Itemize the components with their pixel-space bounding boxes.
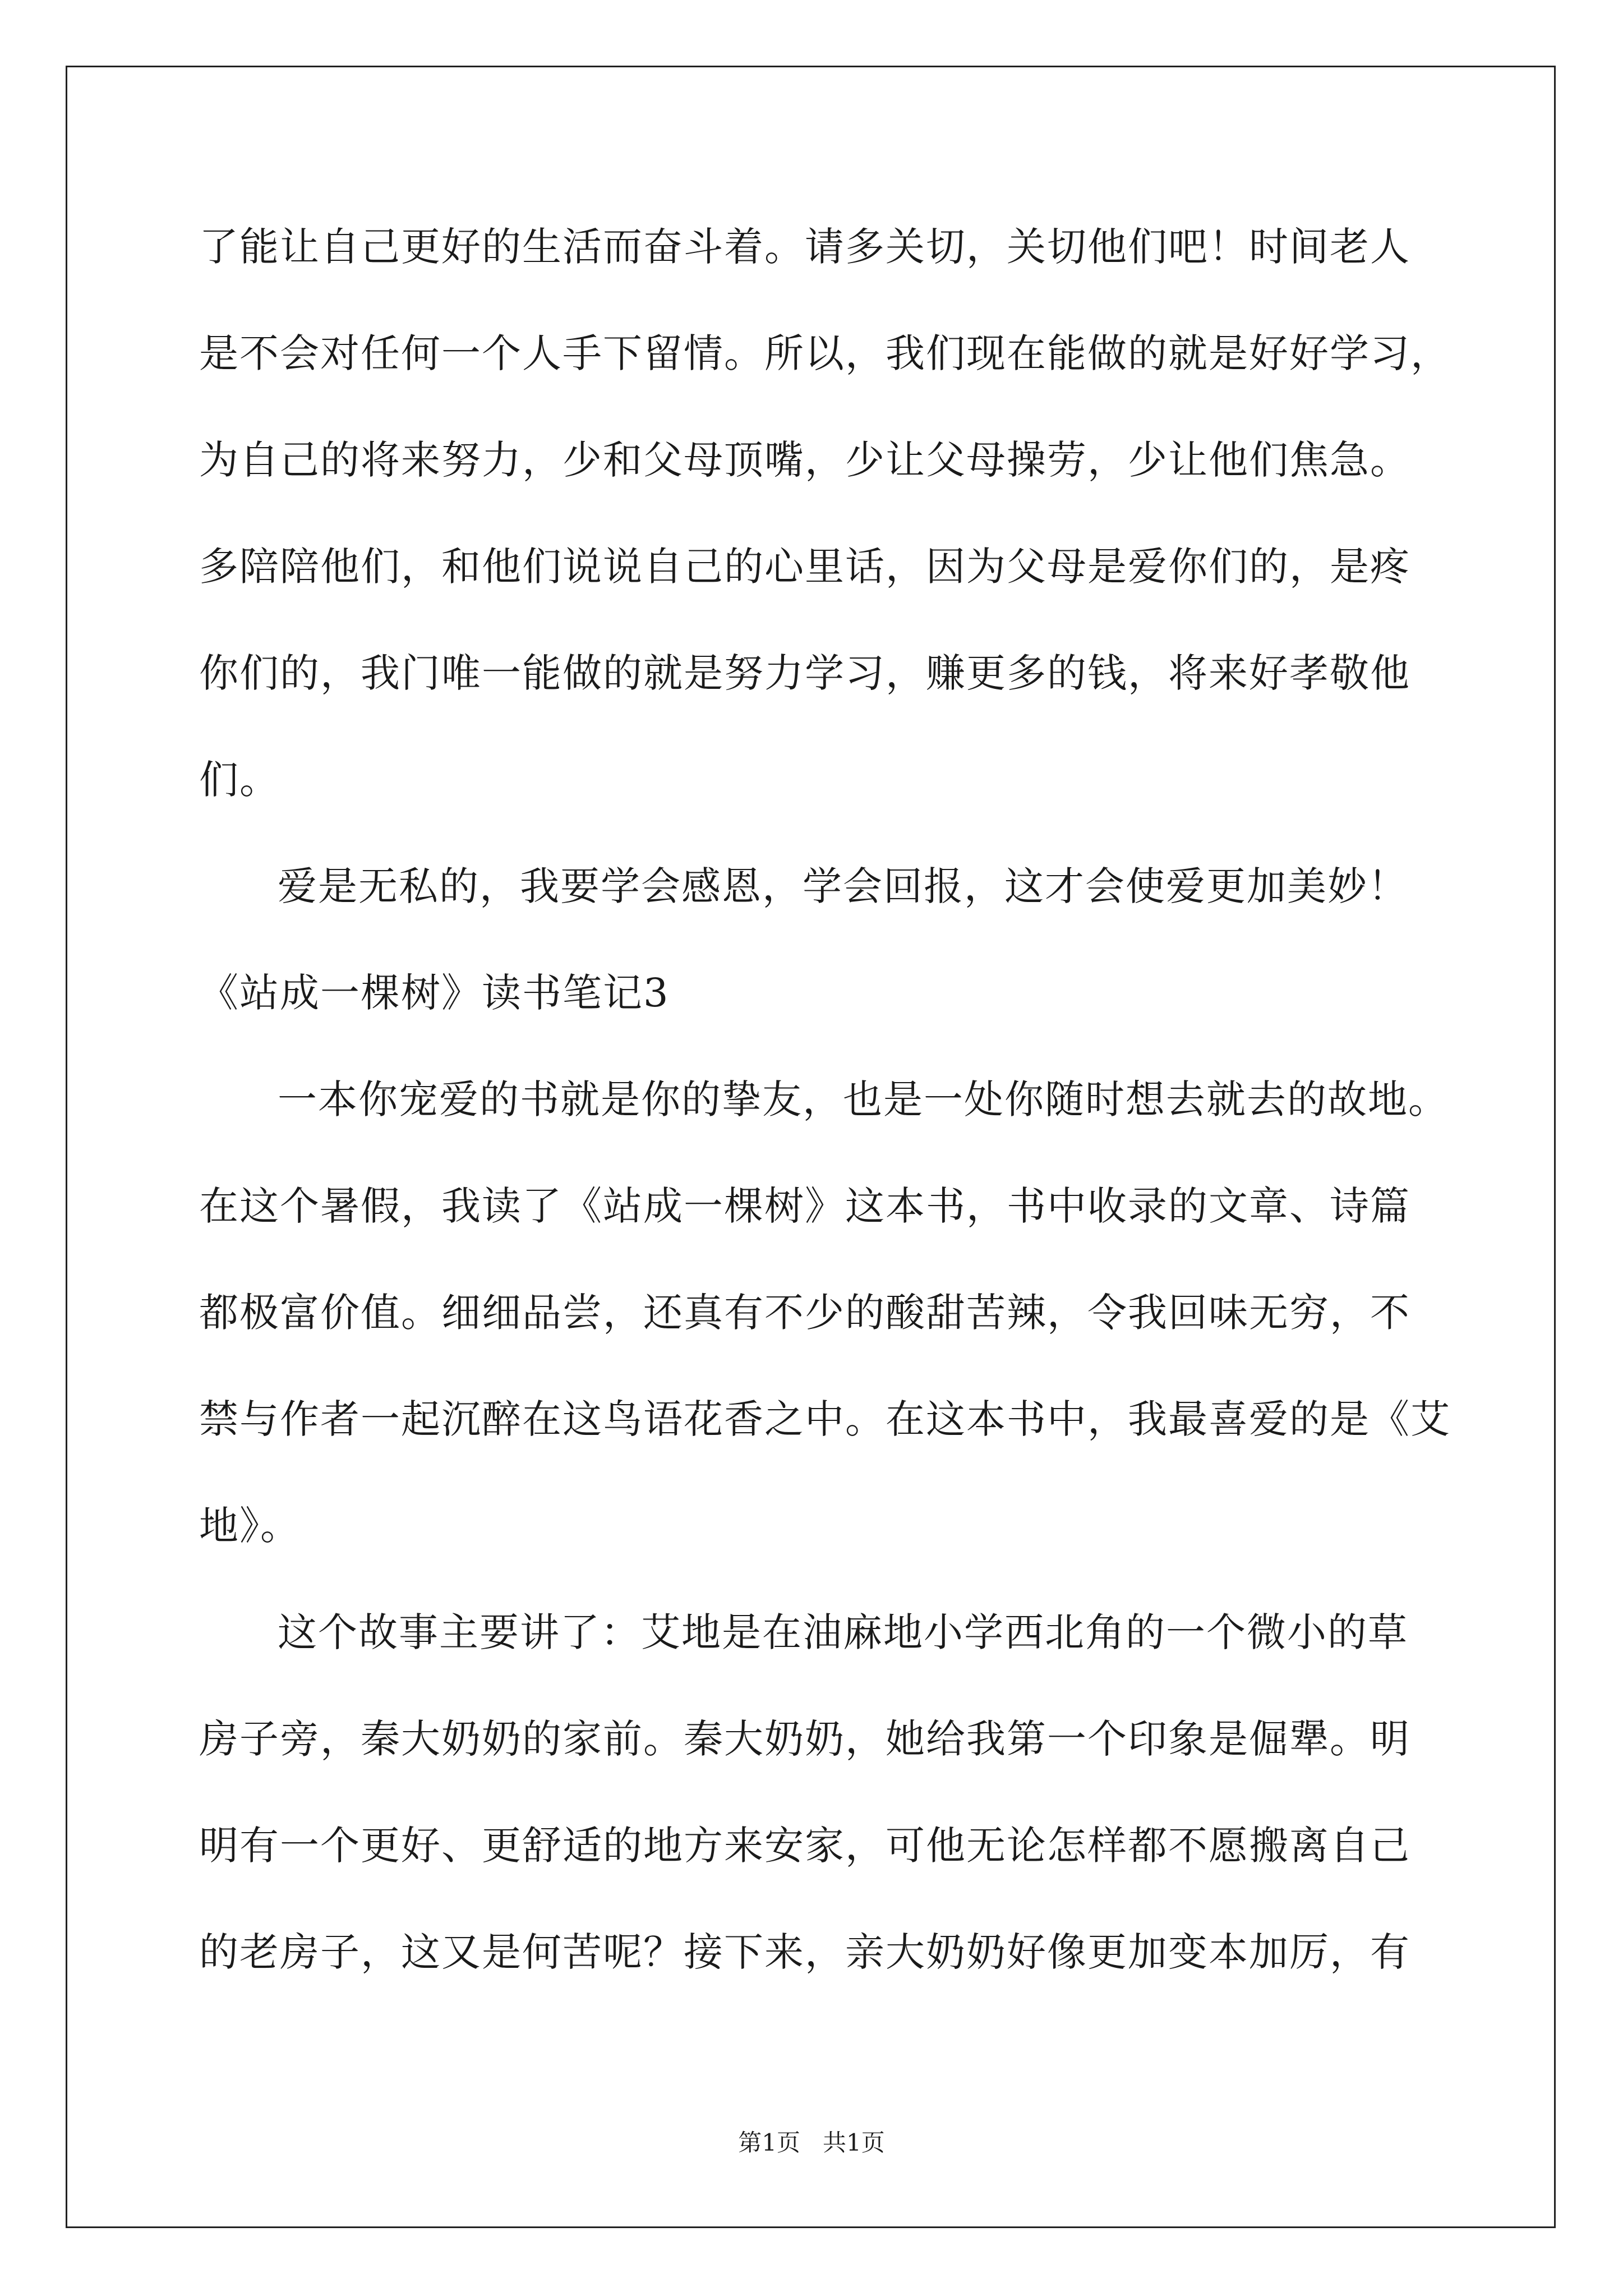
- text-line: 明有一个更好、更舒适的地方来安家，可他无论怎样都不愿搬离自己: [199, 1823, 1410, 1869]
- page-number: 第1页: [738, 2129, 800, 2156]
- text-line: 你们的，我门唯一能做的就是努力学习，赚更多的钱，将来好孝敬他: [199, 650, 1410, 696]
- text-line: 都极富价值。细细品尝，还真有不少的酸甜苦辣，令我回味无穷，不: [199, 1290, 1410, 1336]
- text-line: 爱是无私的，我要学会感恩，学会回报，这才会使爱更加美妙！: [278, 863, 1408, 909]
- text-line: 是不会对任何一个人手下留情。所以，我们现在能做的就是好好学习，: [199, 330, 1451, 376]
- text-line: 禁与作者一起沉醉在这鸟语花香之中。在这本书中，我最喜爱的是《艾: [199, 1396, 1451, 1442]
- page-footer: [0, 2126, 1623, 2160]
- text-line: 们。: [199, 757, 280, 803]
- text-line: 一本你宠爱的书就是你的挚友，也是一处你随时想去就去的故地。: [278, 1076, 1449, 1122]
- text-line: 的老房子，这又是何苦呢？接下来，亲大奶奶好像更加变本加厉，有: [199, 1929, 1410, 1975]
- text-line: 这个故事主要讲了：艾地是在油麻地小学西北角的一个微小的草: [278, 1609, 1408, 1655]
- section-heading: 《站成一棵树》读书笔记3: [199, 970, 670, 1016]
- page-total: 共1页: [823, 2129, 885, 2156]
- document-body: [199, 213, 1451, 2025]
- text-line: 了能让自己更好的生活而奋斗着。请多关切，关切他们吧！时间老人: [199, 224, 1410, 270]
- text-line: 为自己的将来努力，少和父母顶嘴，少让父母操劳，少让他们焦急。: [199, 437, 1410, 483]
- text-line: 多陪陪他们，和他们说说自己的心里话，因为父母是爱你们的，是疼: [199, 544, 1410, 590]
- text-line: 在这个暑假，我读了《站成一棵树》这本书，书中收录的文章、诗篇: [199, 1183, 1410, 1229]
- text-line: 地》。: [199, 1503, 301, 1549]
- text-line: 房子旁，秦大奶奶的家前。秦大奶奶，她给我第一个印象是倔犟。明: [199, 1716, 1410, 1762]
